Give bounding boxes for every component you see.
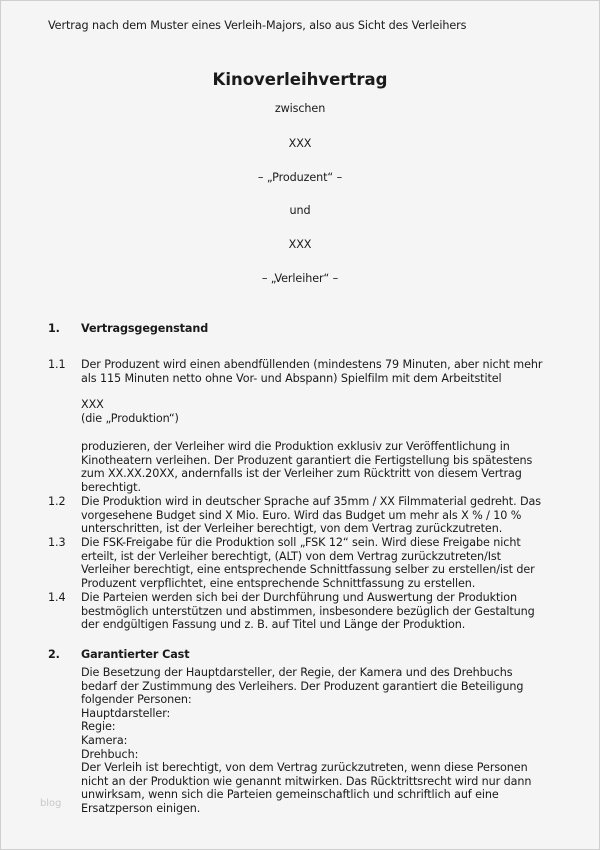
party1-role: – „Produzent“ – (257, 171, 343, 184)
clause-1-1-continuation (81, 440, 532, 494)
text-line: vorgesehene Budget sind X Mio. Euro. Wird das Budget um mehr als X % / 10 % (81, 508, 522, 522)
text-line: Produzent verpflichtet, eine entsprechende Schnittfassung zu erstellen. (81, 576, 476, 590)
document-title: Kinoverleihvertrag (212, 70, 388, 89)
text-line: unwirksam, wenn sich die Parteien gemeinschaftlich und schriftlich auf eine (81, 788, 499, 802)
section-2-number: 2. (48, 648, 60, 661)
production-title-label: (die „Produktion“) (81, 411, 179, 425)
clause-1-4-number: 1.4 (48, 591, 66, 604)
party2-role: – „Verleiher“ – (261, 272, 339, 285)
clause-1-3-number: 1.3 (48, 536, 66, 549)
text-line: Die Produktion wird in deutscher Sprache auf 35mm / XX Filmmaterial gedreht. Das (81, 495, 541, 508)
production-title-block (81, 398, 179, 425)
clause-1-2-text (81, 495, 541, 536)
document-note: Vertrag nach dem Muster eines Verleih-Majors, also aus Sicht des Verleihers (48, 19, 467, 32)
text-line: Die FSK-Freigabe für die Produktion soll „FSK 12“ sein. Wird diese Freigabe nicht (81, 536, 521, 549)
text-line: Verleiher berechtigt, eine entsprechende Schnittfassung selber zu erstellen/ist der (81, 563, 535, 577)
text-line: nicht an der Produktion wie genannt mitwirken. Das Rücktrittsrecht wird nur dann (81, 774, 532, 788)
clause-1-2-number: 1.2 (48, 495, 66, 508)
text-line: produzieren, der Verleiher wird die Produktion exklusiv zur Veröffentlichung in (81, 440, 510, 453)
cast-field-lead-actors: Hauptdarsteller: (81, 706, 171, 720)
text-line: zum XX.XX.20XX, andernfalls ist der Verleiher zum Rücktritt von diesem Vertrag (81, 467, 522, 481)
text-line: Der Verleih ist berechtigt, von dem Vertrag zurückzutreten, wenn diese Personen (81, 761, 528, 775)
text-line: Die Besetzung der Hauptdarsteller, der Regie, der Kamera und des Drehbuchs (81, 666, 513, 679)
section-1-heading: Vertragsgegenstand (81, 322, 209, 335)
parties-and: und (289, 204, 311, 217)
clause-1-1-text (81, 358, 542, 385)
text-line: der endgültigen Fassung und z. B. auf Titel und Länge der Produktion. (81, 618, 466, 632)
cast-field-screenplay: Drehbuch: (81, 747, 139, 761)
text-line: Ersatzperson einigen. (81, 801, 201, 815)
watermark: blog (40, 798, 62, 809)
section-2-heading: Garantierter Cast (81, 648, 190, 661)
clause-1-4-text (81, 591, 535, 632)
production-title-placeholder: XXX (81, 398, 104, 411)
party1-name: XXX (288, 137, 312, 150)
text-line: bestmöglich unterstützen und abstimmen, insbesondere bezüglich der Gestaltung (81, 604, 535, 618)
text-line: unterschritten, ist der Verleiher berechtigt, von dem Vertrag zurückzutreten. (81, 522, 503, 536)
cast-field-director: Regie: (81, 720, 116, 734)
text-line: als 115 Minuten netto ohne Vor- und Abspann) Spielfilm mit dem Arbeitstitel (81, 371, 502, 385)
text-line: erteilt, ist der Verleiher berechtigt, (ALT) von dem Vertrag zurückzutreten/Ist (81, 549, 501, 563)
party2-name: XXX (288, 238, 312, 251)
section-1-number: 1. (48, 322, 60, 335)
text-line: folgender Personen: (81, 693, 192, 707)
clause-1-3-text (81, 536, 535, 590)
clause-1-1-number: 1.1 (48, 358, 66, 371)
parties-between: zwischen (274, 102, 326, 115)
cast-field-camera: Kamera: (81, 733, 128, 747)
section-2-text (81, 666, 531, 816)
text-line: Die Parteien werden sich bei der Durchführung und Auswertung der Produktion (81, 591, 517, 604)
text-line: berechtigt. (81, 480, 141, 494)
text-line: Der Produzent wird einen abendfüllenden (mindestens 79 Minuten, aber nicht mehr (81, 358, 543, 371)
text-line: bedarf der Zustimmung des Verleihers. Der Produzent garantiert die Beteiligung (81, 679, 524, 693)
text-line: Kinotheatern verleihen. Der Produzent garantiert die Fertigstellung bis spätestens (81, 453, 533, 467)
